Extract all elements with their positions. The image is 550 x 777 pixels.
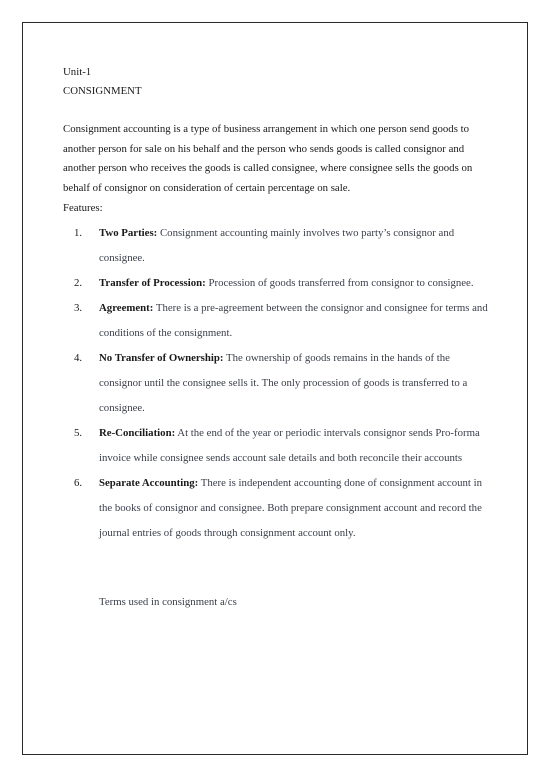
feature-text: The ownership of goods remains in the hands of the consignor until the consignee sells it. The only procession of goods is transferred to a consignee. xyxy=(99,352,468,414)
unit-label: Unit-1 xyxy=(63,66,92,78)
feature-title: Re-Conciliation: xyxy=(99,427,176,439)
feature-number: 1. xyxy=(74,227,83,239)
feature-item xyxy=(63,346,493,421)
feature-number: 3. xyxy=(74,302,83,314)
feature-text: Procession of goods transferred from consignor to consignee. xyxy=(205,277,474,289)
features-list xyxy=(63,221,493,546)
feature-number: 6. xyxy=(74,477,83,489)
feature-number: 5. xyxy=(74,427,83,439)
feature-item xyxy=(63,271,493,296)
feature-title: Transfer of Procession: xyxy=(99,277,206,289)
document-title: CONSIGNMENT xyxy=(63,85,142,97)
document-body xyxy=(63,63,493,612)
feature-item xyxy=(63,221,493,271)
feature-number: 4. xyxy=(74,352,83,364)
feature-number: 2. xyxy=(74,277,83,289)
features-heading: Features: xyxy=(63,202,103,214)
feature-title: Agreement: xyxy=(99,302,154,314)
feature-title: Separate Accounting: xyxy=(99,477,199,489)
terms-heading: Terms used in consignment a/cs xyxy=(99,596,237,608)
feature-title: Two Parties: xyxy=(99,227,158,239)
intro-paragraph: Consignment accounting is a type of business arrangement in which one person send goods to another person for sale on his behalf and the person who sends goods is called consignor and another person who receives the goods is called consignee, where consignee sells the goods on behalf of consignor on consideration of certain percentage on sale. xyxy=(63,123,473,194)
feature-text: Consignment accounting mainly involves two party’s consignor and consignee. xyxy=(99,227,455,264)
feature-text: There is independent accounting done of consignment account in the books of consignor and consignee. Both prepare consignment account and record the journal entries of goods through consignment account only. xyxy=(99,477,483,539)
feature-text: There is a pre-agreement between the consignor and consignee for terms and conditions of the consignment. xyxy=(99,302,488,339)
feature-title: No Transfer of Ownership: xyxy=(99,352,224,364)
feature-item xyxy=(63,421,493,471)
feature-text: At the end of the year or periodic intervals consignor sends Pro-forma invoice while consignee sends account sale details and both reconcile their accounts xyxy=(99,427,480,464)
feature-item xyxy=(63,296,493,346)
feature-item xyxy=(63,471,493,546)
